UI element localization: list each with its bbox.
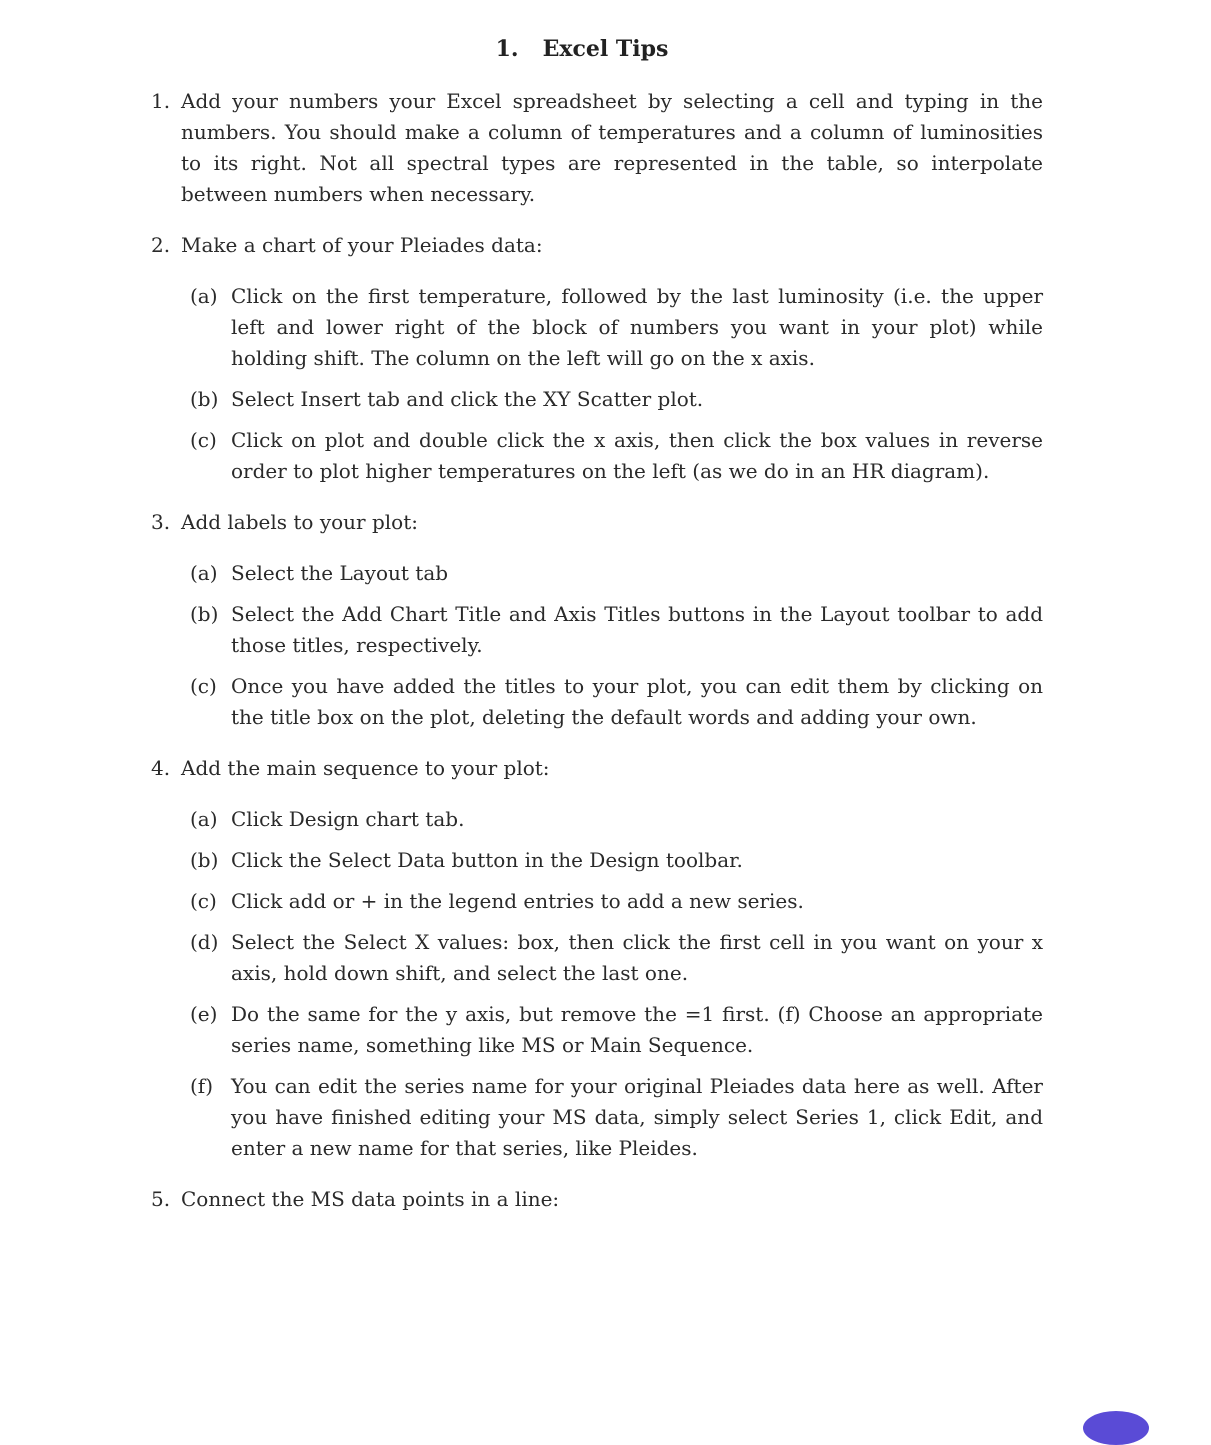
list-item — [148, 507, 1043, 733]
sublist-item-text: Click the Select Data button in the Design toolbar. — [231, 848, 743, 872]
sublist-item — [181, 927, 1043, 989]
sublist-item — [181, 558, 1043, 589]
sublist-item — [181, 999, 1043, 1061]
sublist-item — [181, 804, 1043, 835]
sublist-item-text: You can edit the series name for your original Pleiades data here as well. After you have finished editing your MS data, simply select Series 1, click Edit, and enter a new name for that series, like Pleides. — [231, 1074, 1043, 1160]
list-item — [148, 753, 1043, 1164]
page-title — [0, 36, 1164, 62]
list-item-marker: 5. — [151, 1187, 171, 1211]
list-item-text: Add your numbers your Excel spreadsheet by selecting a cell and typing in the numbers. You should make a column of temperatures and a column of luminosities to its right. Not all spectral types are represented in the table, so interpolate between numbers when necessary. — [181, 89, 1043, 206]
list-item — [148, 86, 1043, 210]
section-number: 1. — [495, 36, 519, 62]
list-item-marker: 2. — [151, 233, 171, 257]
sublist — [181, 804, 1043, 1164]
sublist-item — [181, 425, 1043, 487]
sublist-item — [181, 384, 1043, 415]
list-item-marker: 1. — [151, 89, 171, 113]
sublist-item — [181, 1071, 1043, 1164]
list-item-text: Add labels to your plot: — [181, 510, 418, 534]
sublist-item-text: Select the Add Chart Title and Axis Titles buttons in the Layout toolbar to add those titles, respectively. — [231, 602, 1043, 657]
tips-list — [148, 86, 1043, 1235]
sublist-item-text: Select the Layout tab — [231, 561, 449, 585]
sublist-item-text: Click on plot and double click the x axis, then click the box values in reverse order to plot higher temperatures on the left (as we do in an HR diagram). — [231, 428, 1043, 483]
sublist — [181, 558, 1043, 733]
sublist-item-marker: (b) — [190, 602, 219, 626]
sublist-item — [181, 281, 1043, 374]
sublist-item-text: Click add or + in the legend entries to add a new series. — [231, 889, 804, 913]
sublist-item-text: Click Design chart tab. — [231, 807, 465, 831]
list-item-text: Connect the MS data points in a line: — [181, 1187, 560, 1211]
sublist-item-text: Select Insert tab and click the XY Scatter plot. — [231, 387, 704, 411]
sublist-item-marker: (a) — [190, 561, 218, 585]
sublist-item-marker: (b) — [190, 848, 219, 872]
list-item-marker: 4. — [151, 756, 171, 780]
sublist-item-marker: (c) — [190, 428, 217, 452]
sublist-item-marker: (e) — [190, 1002, 218, 1026]
sublist-item-marker: (a) — [190, 284, 218, 308]
sublist-item-marker: (c) — [190, 674, 217, 698]
sublist-item-marker: (d) — [190, 930, 219, 954]
sublist-item-marker: (b) — [190, 387, 219, 411]
list-item-text: Make a chart of your Pleiades data: — [181, 233, 543, 257]
sublist-item — [181, 671, 1043, 733]
sublist-item-text: Click on the first temperature, followed by the last luminosity (i.e. the upper left and lower right of the block of numbers you want in your plot) while holding shift. The column on the left will go on the x axis. — [231, 284, 1043, 370]
sublist-item-marker: (a) — [190, 807, 218, 831]
sublist-item-text: Once you have added the titles to your plot, you can edit them by clicking on the title box on the plot, deleting the default words and adding your own. — [231, 674, 1043, 729]
list-item-marker: 3. — [151, 510, 171, 534]
sublist-item — [181, 599, 1043, 661]
list-item — [148, 230, 1043, 487]
floating-action-button[interactable] — [1083, 1411, 1149, 1445]
sublist-item-marker: (f) — [190, 1074, 214, 1098]
sublist-item — [181, 886, 1043, 917]
list-item — [148, 1184, 1043, 1215]
sublist-item — [181, 845, 1043, 876]
sublist-item-text: Do the same for the y axis, but remove the =1 first. (f) Choose an appropriate series name, something like MS or Main Sequence. — [231, 1002, 1043, 1057]
sublist — [181, 281, 1043, 487]
section-title: Excel Tips — [542, 36, 669, 62]
sublist-item-marker: (c) — [190, 889, 217, 913]
sublist-item-text: Select the Select X values: box, then click the first cell in you want on your x axis, hold down shift, and select the last one. — [231, 930, 1043, 985]
list-item-text: Add the main sequence to your plot: — [181, 756, 550, 780]
